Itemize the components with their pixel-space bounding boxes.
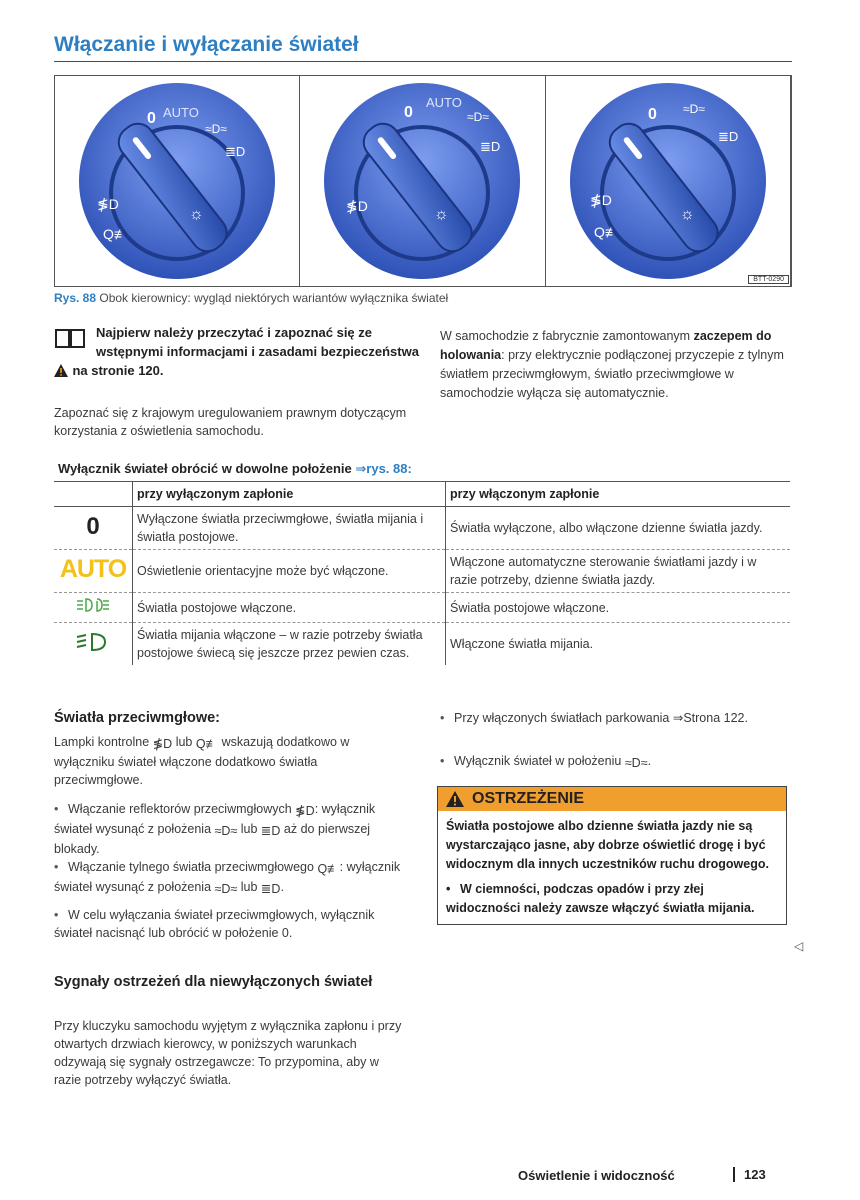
bullet-icon: • (54, 860, 59, 874)
fog-bullet-front (54, 800, 409, 858)
intro-note (54, 323, 424, 380)
right-bullet-parking (440, 709, 785, 727)
fog-intro-b: lub (175, 735, 193, 749)
footer-section-title: Oświetlenie i widoczność (518, 1168, 675, 1183)
dial-label-zero: 0 (647, 106, 657, 123)
front-fog-icon: ≸D (152, 737, 173, 751)
table-cell-off: Światła mijania włączone – w razie potrzeby światła postojowe świecą się jeszcze przez pewien czas. (133, 623, 446, 666)
signals-heading: Sygnały ostrzeżeń dla niewyłączonych świateł (54, 974, 373, 990)
rear-fog-icon: Q≢ (317, 862, 340, 876)
dial-label-zero: 0 (147, 110, 157, 127)
table-symbol-cell (54, 623, 133, 666)
fog-bullet-front-b: : wyłącznik świateł wysunąć z położenia (54, 802, 376, 836)
fog-bullet-rear-c: lub (240, 880, 258, 894)
fog-bullet-front-c: lub (240, 822, 258, 836)
dial-panel-2 (300, 76, 545, 286)
front-fog-icon: ≸D (295, 804, 315, 818)
bullet-icon: • (54, 802, 59, 816)
dial-label-auto: AUTO (426, 95, 463, 110)
fog-lights-heading: Światła przeciwmgłowe: (54, 710, 220, 726)
bullet-icon: • (440, 754, 445, 768)
dial-rear-fog-icon: Q≢ (103, 226, 129, 242)
towing-paragraph (440, 327, 790, 403)
warning-box (437, 786, 787, 925)
dial-panel-1 (55, 76, 300, 286)
table-header-ignition-on: przy włączonym zapłonie (446, 482, 791, 507)
light-switch-dial-variant-1 (77, 81, 277, 281)
fog-intro-c: wskazują dodatkowo w wyłączniku świateł włączone dodatkowo światła przeciwmgłowe. (54, 735, 350, 787)
dial-parking-icon: ≈D≈ (205, 122, 227, 136)
footer-divider (733, 1167, 735, 1182)
fog-bullet-rear (54, 858, 409, 898)
book-icon (54, 327, 86, 349)
parking-light-icon: ≈D≈ (214, 882, 238, 896)
table-row (54, 507, 790, 550)
dial-lowbeam-icon: ≣D (480, 139, 501, 154)
light-switch-figure (54, 75, 792, 287)
dial-panel-3 (546, 76, 791, 286)
table-heading-text: Wyłącznik świateł obrócić w dowolne położenie (58, 461, 352, 476)
dial-front-fog-icon: ≸D (97, 196, 119, 212)
warning-header (438, 787, 786, 811)
fog-bullet-rear-d: . (280, 880, 284, 894)
right-bullet-switch (440, 752, 785, 772)
page-number: 123 (744, 1167, 766, 1182)
fog-bullet-off (54, 906, 409, 942)
intro-note-page-ref[interactable]: na stronie 120. (72, 363, 164, 378)
table-symbol-cell (54, 507, 133, 550)
fog-bullet-front-a: Włączanie reflektorów przeciwmgłowych (68, 802, 292, 816)
light-switch-dial-variant-3 (568, 81, 768, 281)
intro-note-text: Najpierw należy przeczytać i zapoznać się ze wstępnymi informacjami i zasadami bezpieczeństwa (96, 325, 419, 359)
table-cell-on: Światła wyłączone, albo włączone dzienne światła jazdy. (446, 507, 791, 550)
towing-text-2: : przy elektrycznie podłączonej przyczepie z tylnym światłem przeciwmgłowym, światło przeciwmgłowe w samochodzie wyłącza się automatycznie. (440, 348, 784, 400)
dial-dimmer-icon: ☼ (679, 206, 695, 223)
table-heading (58, 461, 412, 477)
section-end-icon: ◁ (794, 939, 804, 953)
table-header-symbol (54, 482, 133, 507)
parking-light-icon: ≈D≈ (214, 824, 238, 838)
towing-text-bold: zaczepem do holowania (440, 329, 772, 362)
figure-caption (54, 291, 448, 305)
table-header-ignition-off: przy wyłączonym zapłonie (133, 482, 446, 507)
right-bullet-parking-text: Przy włączonych światłach parkowania ⇒Strona 122. (454, 711, 748, 725)
bullet-icon: • (446, 882, 451, 896)
table-header-row (54, 482, 790, 507)
fog-bullet-rear-a: Włączanie tylnego światła przeciwmgłowego (68, 860, 314, 874)
warning-text-1: Światła postojowe albo dzienne światła jazdy nie są wystarczająco jasne, aby dobrze oświetlić drogę i być widocznym dla innych uczestników ruchu drogowego. (446, 819, 769, 871)
dial-front-fog-icon: ≸D (589, 192, 612, 208)
switch-positions-table (54, 481, 790, 665)
table-symbol-cell (54, 593, 133, 623)
dial-front-fog-icon: ≸D (346, 198, 369, 214)
fog-bullet-front-d: aż do pierwszej blokady. (54, 822, 371, 856)
right-bullet-switch-b: . (647, 754, 652, 768)
table-cell-on: Włączone automatyczne sterowanie światłami jazdy i w razie potrzeby, dzienne światła jazdy. (446, 550, 791, 593)
table-cell-on: Włączone światła mijania. (450, 637, 594, 651)
signals-text: Przy kluczyku samochodu wyjętym z wyłącznika zapłonu i przy otwartych drzwiach kierowcy, w poniższych warunkach odzywają się sygnały ostrzegawcze: To przypomina, aby w razie potrzeby wyłączyć światła. (54, 1019, 402, 1087)
dial-rear-fog-icon: Q≢ (593, 224, 619, 240)
dial-lowbeam-icon: ≣D (717, 129, 739, 144)
table-cell-off: Wyłączone światła przeciwmgłowe, światła mijania i światła postojowe. (133, 507, 446, 550)
warning-text-2: W ciemności, podczas opadów i przy złej widoczności należy zawsze włączyć światła mijania. (446, 882, 755, 915)
table-row (54, 623, 790, 666)
figure-id: BTT-0290 (748, 275, 789, 284)
low-beam-icon: ≣D (260, 824, 281, 838)
table-cell-on: Światła postojowe włączone. (446, 593, 791, 623)
page-title: Włączanie i wyłączanie świateł (54, 33, 359, 56)
dial-dimmer-icon: ☼ (434, 206, 450, 223)
figure-caption-text: Obok kierownicy: wygląd niektórych wariantów wyłącznika świateł (99, 291, 449, 305)
fog-bullet-rear-b: : wyłącznik świateł wysunąć z położenia (54, 860, 401, 894)
towing-text-1: W samochodzie z fabrycznie zamontowanym (440, 329, 694, 343)
bullet-icon: • (440, 711, 445, 725)
parking-light-icon: ≈D≈ (624, 756, 648, 770)
figure-caption-number: Rys. 88 (54, 291, 97, 305)
table-cell-off: Oświetlenie orientacyjne może być włączone. (133, 550, 446, 593)
dial-parking-icon: ≈D≈ (467, 110, 490, 124)
right-bullet-switch-a: Wyłącznik świateł w położeniu (454, 754, 622, 768)
dial-dimmer-icon: ☼ (189, 206, 204, 223)
warning-title: OSTRZEŻENIE (472, 790, 585, 807)
warning-triangle-icon (446, 791, 464, 807)
fog-intro-a: Lampki kontrolne (54, 735, 150, 749)
fog-lights-intro (54, 733, 409, 789)
intro-paragraph: Zapoznać się z krajowym uregulowaniem prawnym dotyczącym korzystania z oświetlenia samochodu. (54, 406, 407, 438)
dial-parking-icon: ≈D≈ (682, 102, 705, 116)
warning-bullet (446, 880, 778, 918)
table-row (54, 593, 790, 623)
table-row (54, 550, 790, 593)
figure-reference-link[interactable]: ⇒rys. 88: (355, 461, 412, 476)
parking-light-icon (75, 596, 111, 614)
position-zero-symbol: 0 (86, 512, 100, 540)
title-rule (54, 61, 792, 62)
light-switch-dial-variant-2 (322, 81, 522, 281)
warning-triangle-icon (54, 364, 68, 377)
rear-fog-icon: Q≢ (195, 737, 219, 751)
low-beam-icon: ≣D (260, 882, 281, 896)
bullet-icon: • (54, 908, 59, 922)
dial-label-auto: AUTO (163, 105, 200, 120)
table-cell-off: Światła postojowe włączone. (133, 593, 446, 623)
warning-body (438, 811, 786, 924)
low-beam-icon (75, 631, 111, 653)
dial-label-zero: 0 (404, 104, 414, 121)
fog-bullet-off-text: W celu wyłączania świateł przeciwmgłowych, wyłącznik świateł nacisnąć lub obrócić w położenie 0. (54, 908, 375, 940)
dial-lowbeam-icon: ≣D (225, 144, 246, 159)
position-auto-symbol: AUTO (59, 555, 127, 583)
table-symbol-cell (54, 550, 133, 593)
